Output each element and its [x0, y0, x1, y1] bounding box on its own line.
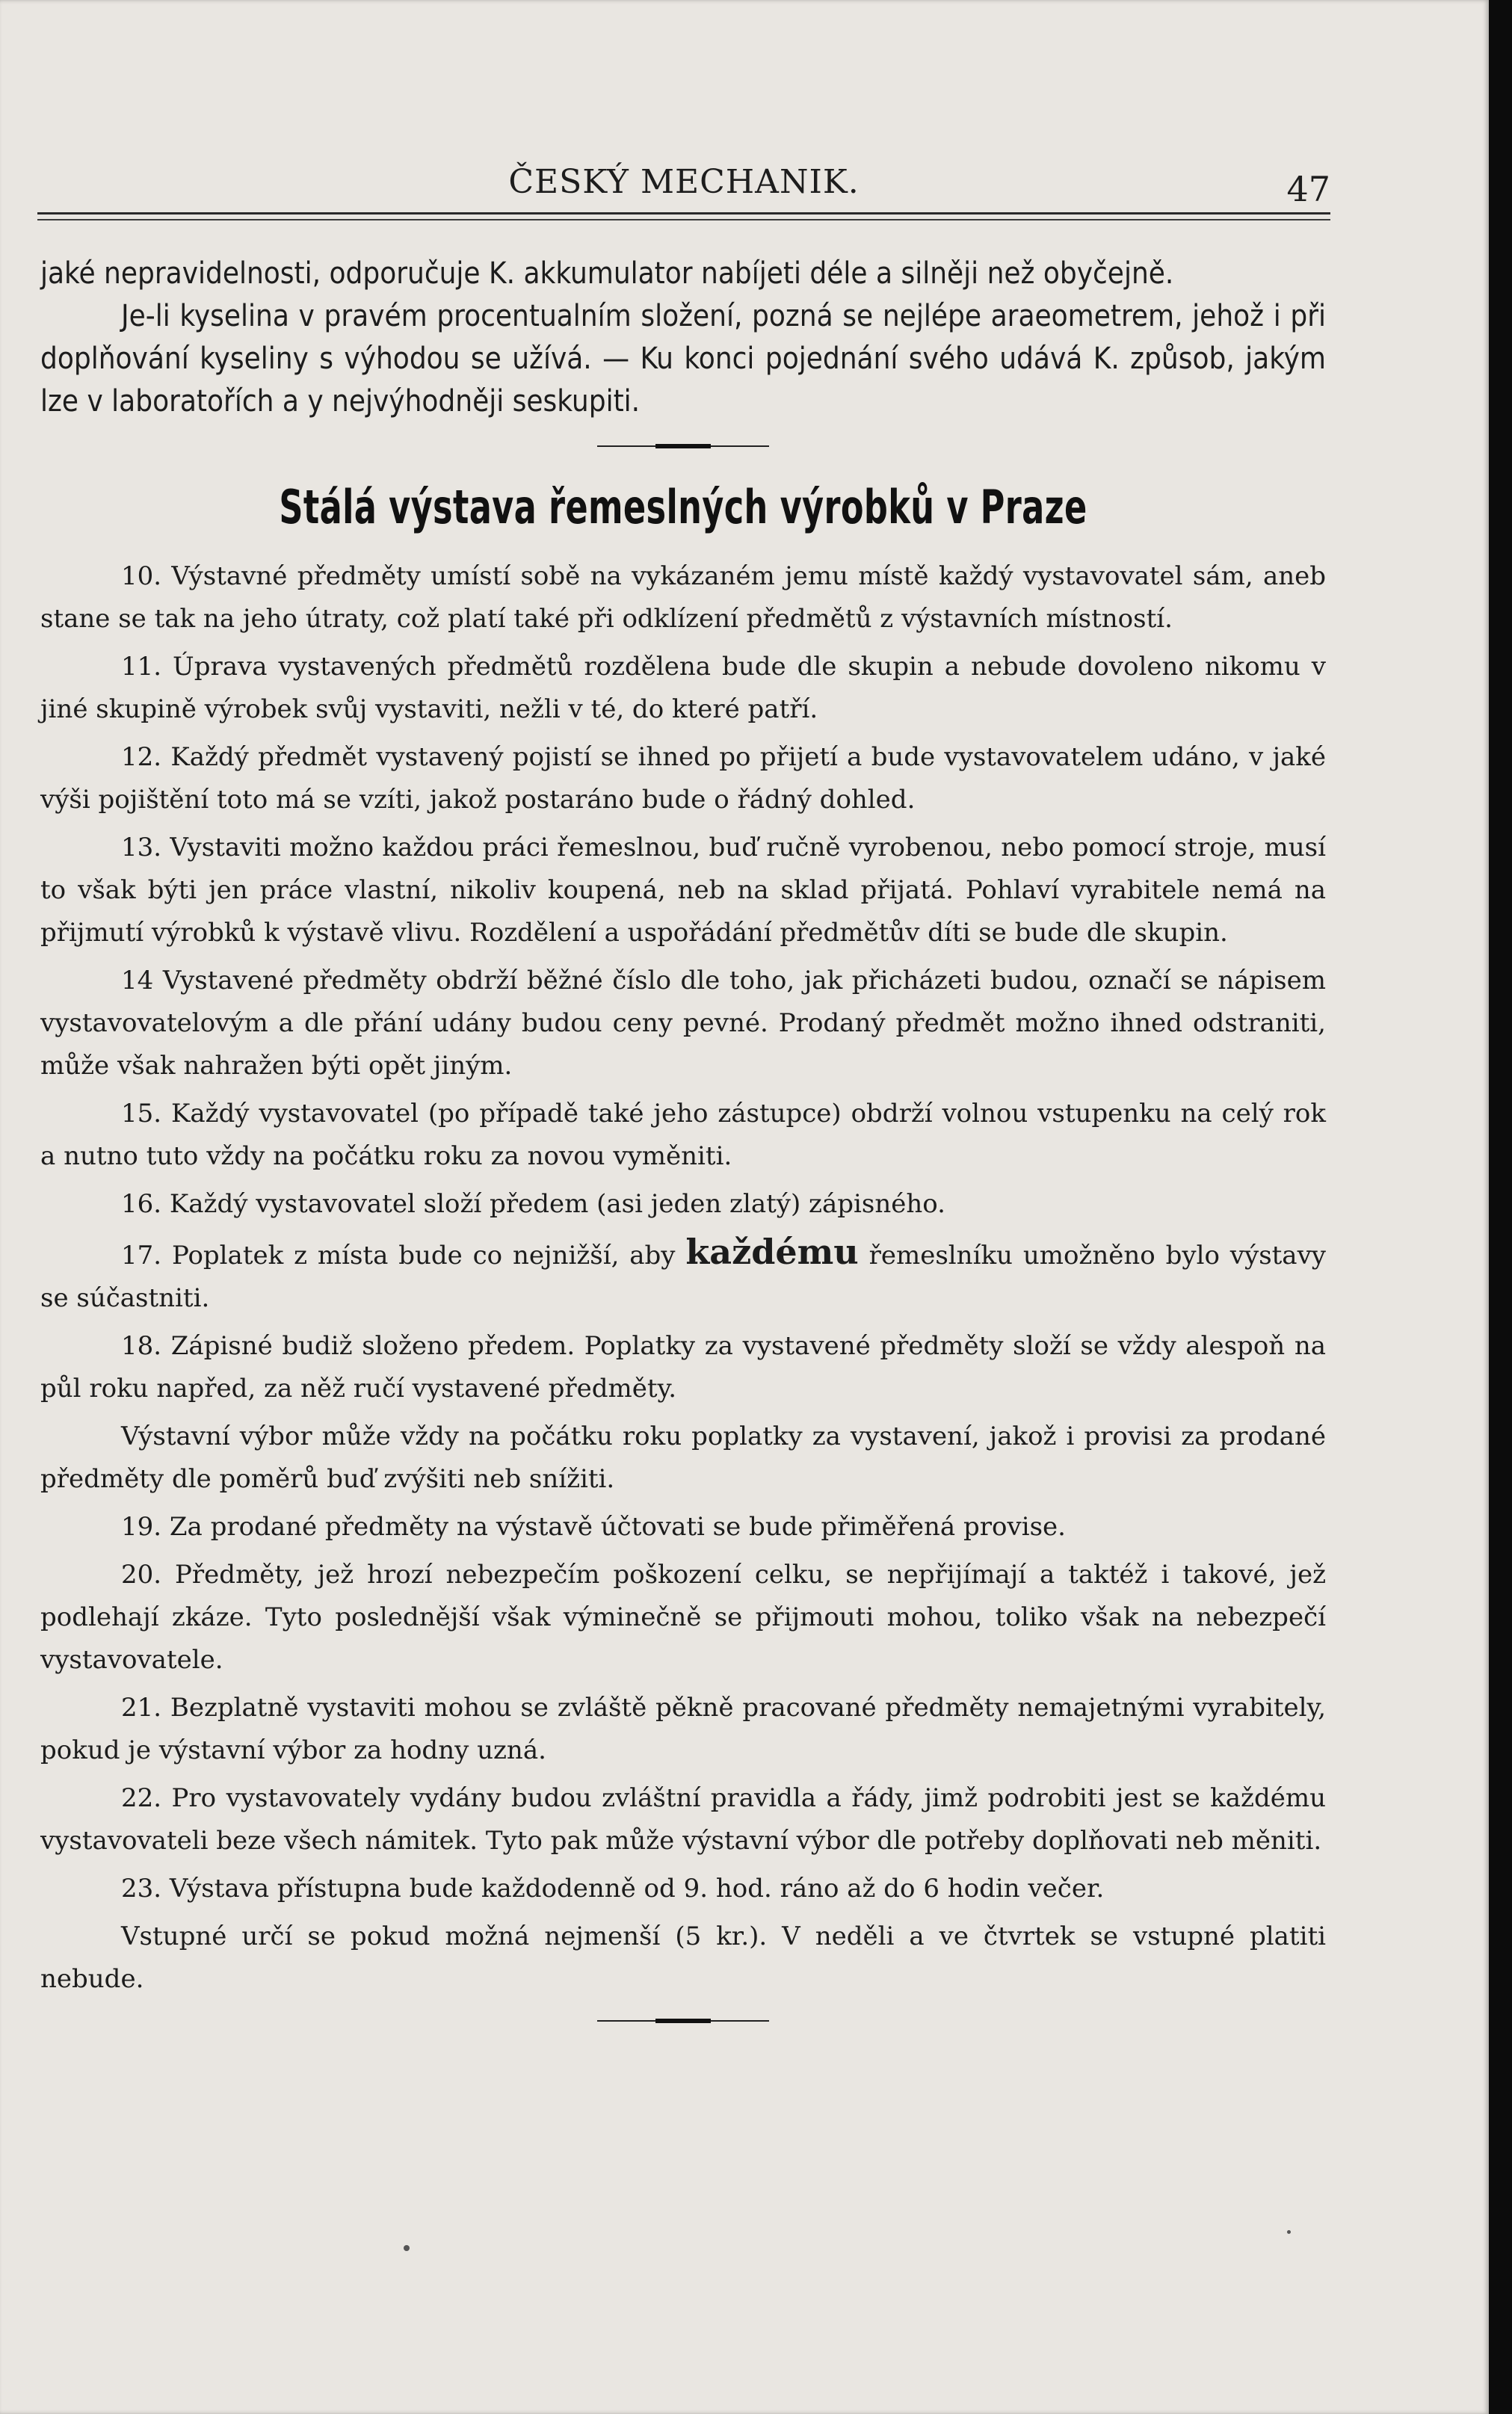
header-rule-bottom: [37, 219, 1330, 220]
rule-17: [40, 1231, 1326, 1320]
rule-10: 10. Výstavné předměty umístí sobě na vykázaném jemu místě každý vystavovatel sám, aneb stane se tak na jeho útraty, což platí také při odklízení předmětů z výstavních místností.: [40, 561, 1326, 634]
rule-20: 20. Předměty, jež hrozí nebezpečím poškození celku, se nepřijímají a taktéž i takové, jež podlehají zkáze. Tyto poslednější však výminečně se přijmouti mohou, toliko však na nebezpečí vystavovatele.: [40, 1560, 1326, 1675]
rule-11: 11. Úprava vystavených předmětů rozdělena bude dle skupin a nebude dovoleno nikomu v jiné skupině výrobek svůj vystaviti, nežli v té, do které patří.: [40, 652, 1326, 724]
intro-paragraph-2: Je-li kyselina v pravém procentualním složení, pozná se nejlépe araeometrem, jehož i při doplňování kyseliny s výhodou se užívá. — Ku konci pojednání svého udává K. způsob, jakým lze v laboratořích a y nejvýhodněji seskupiti.: [40, 299, 1326, 419]
rule-19: 19. Za prodané předměty na výstavě účtovati se bude přiměřená provise.: [121, 1512, 1066, 1542]
scan-border: [1489, 0, 1512, 2414]
rule-18: 18. Zápisné budiž složeno předem. Poplatky za vystavené předměty složí se vždy alespoň na půl roku napřed, za něž ručí vystavené předměty.: [40, 1331, 1326, 1404]
paper-speck: [1287, 2230, 1291, 2234]
intro-text: [40, 253, 1326, 423]
rule-14: 14 Vystavené předměty obdrží běžné číslo dle toho, jak přicházeti budou, označí se nápisem vystavovatelovým a dle přání udány budou ceny pevné. Prodaný předmět možno ihned odstraniti, může však nahražen býti opět jiným.: [40, 966, 1326, 1081]
rules-list: [40, 555, 1326, 2001]
rule-16: 16. Každý vystavovatel složí předem (asi jeden zlatý) zápisného.: [121, 1189, 945, 1219]
rule-17-end: řemeslníku umožněno bylo výstavy se súčastniti.: [40, 1241, 1326, 1313]
rule-13: 13. Vystaviti možno každou práci řemeslnou, buď ručně vyrobenou, nebo pomocí stroje, musí to však býti jen práce vlastní, nikoliv koupená, neb na sklad přijatá. Pohlaví vyrabitele nemá na přijmutí výrobků k výstavě vlivu. Rozdělení a uspořádání předmětův díti se bude dle skupin.: [40, 833, 1326, 948]
rule-21: 21. Bezplatně vystaviti mohou se zvláště pěkně pracované předměty nemajetnými vyrabitely, pokud je výstavní výbor za hodny uzná.: [40, 1693, 1326, 1765]
closing-divider: [597, 2020, 769, 2025]
page-body: [40, 253, 1326, 2050]
rule-12: 12. Každý předmět vystavený pojistí se ihned po přijetí a bude vystavovatelem udáno, v jaké výši pojištění toto má se vzíti, jakož postaráno bude o řádný dohled.: [40, 742, 1326, 815]
rule-15: 15. Každý vystavovatel (po případě také jeho zástupce) obdrží volnou vstupenku na celý rok a nutno tuto vždy na počátku roku za novou vyměniti.: [40, 1099, 1326, 1171]
page-number: 47: [1286, 169, 1330, 209]
page-header: [37, 163, 1330, 208]
paper-speck: [404, 2245, 410, 2251]
rule-17-start: 17. Poplatek z místa bude co nejnižší, aby: [121, 1241, 686, 1271]
rule-17-emphasis: každému: [685, 1232, 859, 1272]
ornamental-divider: [597, 445, 769, 450]
rule-18-addendum: Výstavní výbor může vždy na počátku roku poplatky za vystavení, jakož i provisi za prodané předměty dle poměrů buď zvýšiti neb snížiti.: [40, 1421, 1326, 1494]
intro-paragraph-1: jaké nepravidelnosti, odporučuje K. akkumulator nabíjeti déle a silněji než obyčejně.: [40, 256, 1174, 291]
header-rule-top: [37, 212, 1330, 214]
section-heading: Stálá výstava řemeslných výrobků v Praze: [279, 480, 1087, 534]
rule-22: 22. Pro vystavovately vydány budou zvláštní pravidla a řády, jimž podrobiti jest se každému vystavovateli beze všech námitek. Tyto pak může výstavní výbor dle potřeby doplňovati neb měniti.: [40, 1783, 1326, 1856]
rule-23-addendum: Vstupné určí se pokud možná nejmenší (5 kr.). V neděli a ve čtvrtek se vstupné platiti nebude.: [40, 1921, 1326, 1994]
running-title: ČESKÝ MECHANIK.: [508, 163, 860, 201]
rule-23: 23. Výstava přístupna bude každodenně od 9. hod. ráno až do 6 hodin večer.: [121, 1874, 1105, 1904]
